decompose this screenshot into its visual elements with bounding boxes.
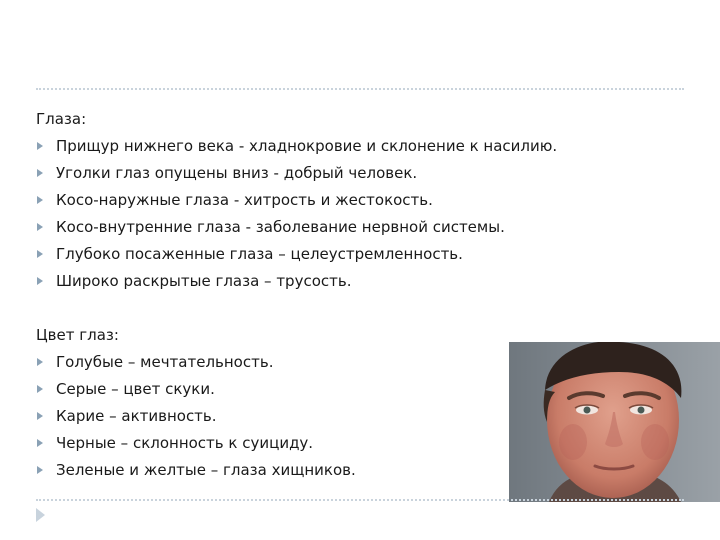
bullet-icon [37, 358, 43, 366]
bullet-icon [37, 385, 43, 393]
bullet-icon [37, 169, 43, 177]
section-heading-eye-color: Цвет глаз: [36, 326, 119, 344]
list-item [36, 214, 686, 241]
list-item-text: Черные – склонность к суициду. [56, 434, 314, 452]
bullet-icon [37, 223, 43, 231]
section-spacer [36, 295, 686, 322]
bullet-icon [37, 277, 43, 285]
list-item-text: Карие – активность. [56, 407, 217, 425]
portrait-photo [509, 342, 720, 502]
list-item [36, 241, 686, 268]
section-heading-eyes: Глаза: [36, 110, 87, 128]
list-item-text: Уголки глаз опущены вниз - добрый человек. [56, 164, 418, 182]
list-item-text: Глубоко посаженные глаза – целеустремленность. [56, 245, 463, 263]
bullet-icon [37, 466, 43, 474]
triangle-icon [36, 508, 45, 522]
list-item [36, 133, 686, 160]
bullet-icon [37, 142, 43, 150]
list-item-text: Косо-внутренние глаза - заболевание нервной системы. [56, 218, 505, 236]
top-divider [36, 88, 684, 90]
list-item-text: Зеленые и желтые – глаза хищников. [56, 461, 356, 479]
list-item-text: Косо-наружные глаза - хитрость и жестокость. [56, 191, 433, 209]
bullet-icon [37, 250, 43, 258]
bottom-divider [36, 499, 684, 501]
bullet-icon [37, 196, 43, 204]
bullet-icon [37, 412, 43, 420]
list-item-text: Голубые – мечтательность. [56, 353, 274, 371]
bullet-icon [37, 439, 43, 447]
list-item-text: Широко раскрытые глаза – трусость. [56, 272, 352, 290]
list-item [36, 160, 686, 187]
list-item-text: Серые – цвет скуки. [56, 380, 215, 398]
list-item [36, 268, 686, 295]
list-item [36, 187, 686, 214]
list-item-text: Прищур нижнего века - хладнокровие и склонение к насилию. [56, 137, 558, 155]
